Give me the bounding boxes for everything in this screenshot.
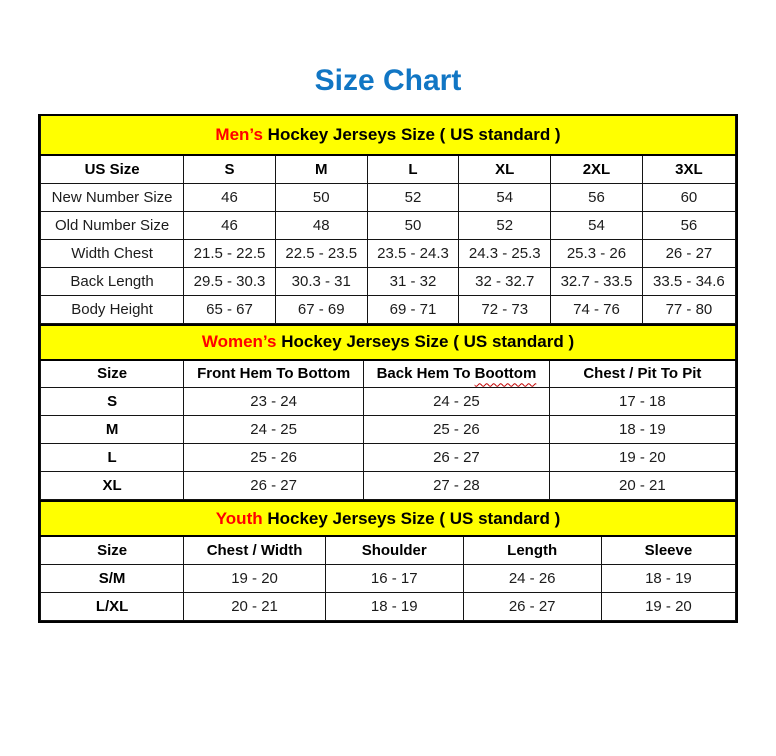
size-value: 72 - 73 (459, 295, 551, 323)
table-row (41, 444, 736, 472)
mens-section-band: Men’s Hockey Jerseys Size ( US standard ) (41, 116, 736, 155)
size-value: 50 (367, 211, 459, 239)
size-value: 65 - 67 (184, 295, 276, 323)
table-row (41, 564, 736, 592)
size-value: 56 (642, 211, 735, 239)
size-value: 24 - 26 (463, 564, 601, 592)
youth-size-table (40, 500, 736, 621)
size-value: 60 (642, 183, 735, 211)
table-row (41, 592, 736, 620)
youth-section-band-row (41, 501, 736, 536)
size-value: 27 - 28 (364, 472, 550, 500)
size-value: 26 - 27 (463, 592, 601, 620)
column-header: 2XL (551, 155, 643, 183)
table-row (41, 472, 736, 500)
size-value: 24 - 25 (184, 416, 364, 444)
womens-section-highlight: Women’s (201, 332, 277, 351)
size-value: 25 - 26 (364, 416, 550, 444)
row-label: Width Chest (41, 239, 184, 267)
table-row (41, 416, 736, 444)
mens-size-table (40, 116, 736, 324)
row-label: L (41, 444, 184, 472)
size-value: 46 (184, 211, 276, 239)
mens-section-highlight: Men’s (215, 125, 263, 144)
size-value: 48 (275, 211, 367, 239)
size-value: 26 - 27 (642, 239, 735, 267)
row-label: M (41, 416, 184, 444)
size-value: 77 - 80 (642, 295, 735, 323)
column-header: XL (459, 155, 551, 183)
youth-section-band: Youth Hockey Jerseys Size ( US standard ) (41, 501, 736, 536)
row-label: S (41, 388, 184, 416)
size-value: 20 - 21 (549, 472, 735, 500)
size-value: 16 - 17 (325, 564, 463, 592)
womens-header-row (41, 360, 736, 388)
column-header: US Size (41, 155, 184, 183)
column-header: Chest / Pit To Pit (549, 360, 735, 388)
size-value: 19 - 20 (184, 564, 326, 592)
table-row (41, 183, 736, 211)
size-value: 54 (551, 211, 643, 239)
size-value: 18 - 19 (325, 592, 463, 620)
size-value: 23 - 24 (184, 388, 364, 416)
row-label: Back Length (41, 267, 184, 295)
size-value: 23.5 - 24.3 (367, 239, 459, 267)
size-chart (38, 114, 738, 623)
column-header: 3XL (642, 155, 735, 183)
size-value: 24.3 - 25.3 (459, 239, 551, 267)
size-value: 22.5 - 23.5 (275, 239, 367, 267)
table-row (41, 211, 736, 239)
size-value: 25.3 - 26 (551, 239, 643, 267)
mens-section-band-row (41, 116, 736, 155)
size-value: 17 - 18 (549, 388, 735, 416)
page-title: Size Chart (314, 64, 462, 97)
size-value: 29.5 - 30.3 (184, 267, 276, 295)
table-row (41, 295, 736, 323)
column-header: Chest / Width (184, 536, 326, 564)
column-header: Sleeve (601, 536, 735, 564)
size-value: 52 (459, 211, 551, 239)
size-value: 32.7 - 33.5 (551, 267, 643, 295)
size-value: 33.5 - 34.6 (642, 267, 735, 295)
size-value: 18 - 19 (601, 564, 735, 592)
youth-section-highlight: Youth (215, 508, 263, 528)
womens-section-band: Women’s Hockey Jerseys Size ( US standard ) (41, 325, 736, 360)
size-value: 67 - 69 (275, 295, 367, 323)
column-header: Shoulder (325, 536, 463, 564)
column-header: M (275, 155, 367, 183)
column-header: Front Hem To Bottom (184, 360, 364, 388)
size-value: 50 (275, 183, 367, 211)
column-header: S (184, 155, 276, 183)
size-value: 74 - 76 (551, 295, 643, 323)
womens-section-band-row (41, 325, 736, 360)
column-header: Length (463, 536, 601, 564)
womens-size-table (40, 324, 736, 501)
size-value: 54 (459, 183, 551, 211)
size-value: 18 - 19 (549, 416, 735, 444)
column-header: Size (41, 360, 184, 388)
size-value: 56 (551, 183, 643, 211)
misspelled-word: Boottom (474, 365, 537, 383)
youth-header-row (41, 536, 736, 564)
size-value: 21.5 - 22.5 (184, 239, 276, 267)
size-value: 52 (367, 183, 459, 211)
size-value: 32 - 32.7 (459, 267, 551, 295)
mens-header-row (41, 155, 736, 183)
column-header: Back Hem To Boottom (364, 360, 550, 388)
size-value: 69 - 71 (367, 295, 459, 323)
row-label: Body Height (41, 295, 184, 323)
table-row (41, 388, 736, 416)
size-value: 26 - 27 (364, 444, 550, 472)
size-value: 24 - 25 (364, 388, 550, 416)
row-label: Old Number Size (41, 211, 184, 239)
row-label: New Number Size (41, 183, 184, 211)
row-label: L/XL (41, 592, 184, 620)
size-value: 46 (184, 183, 276, 211)
size-value: 31 - 32 (367, 267, 459, 295)
column-header: L (367, 155, 459, 183)
size-value: 20 - 21 (184, 592, 326, 620)
size-value: 19 - 20 (549, 444, 735, 472)
size-value: 25 - 26 (184, 444, 364, 472)
size-value: 30.3 - 31 (275, 267, 367, 295)
size-value: 26 - 27 (184, 472, 364, 500)
column-header: Size (41, 536, 184, 564)
table-row (41, 267, 736, 295)
size-value: 19 - 20 (601, 592, 735, 620)
row-label: XL (41, 472, 184, 500)
table-row (41, 239, 736, 267)
row-label: S/M (41, 564, 184, 592)
